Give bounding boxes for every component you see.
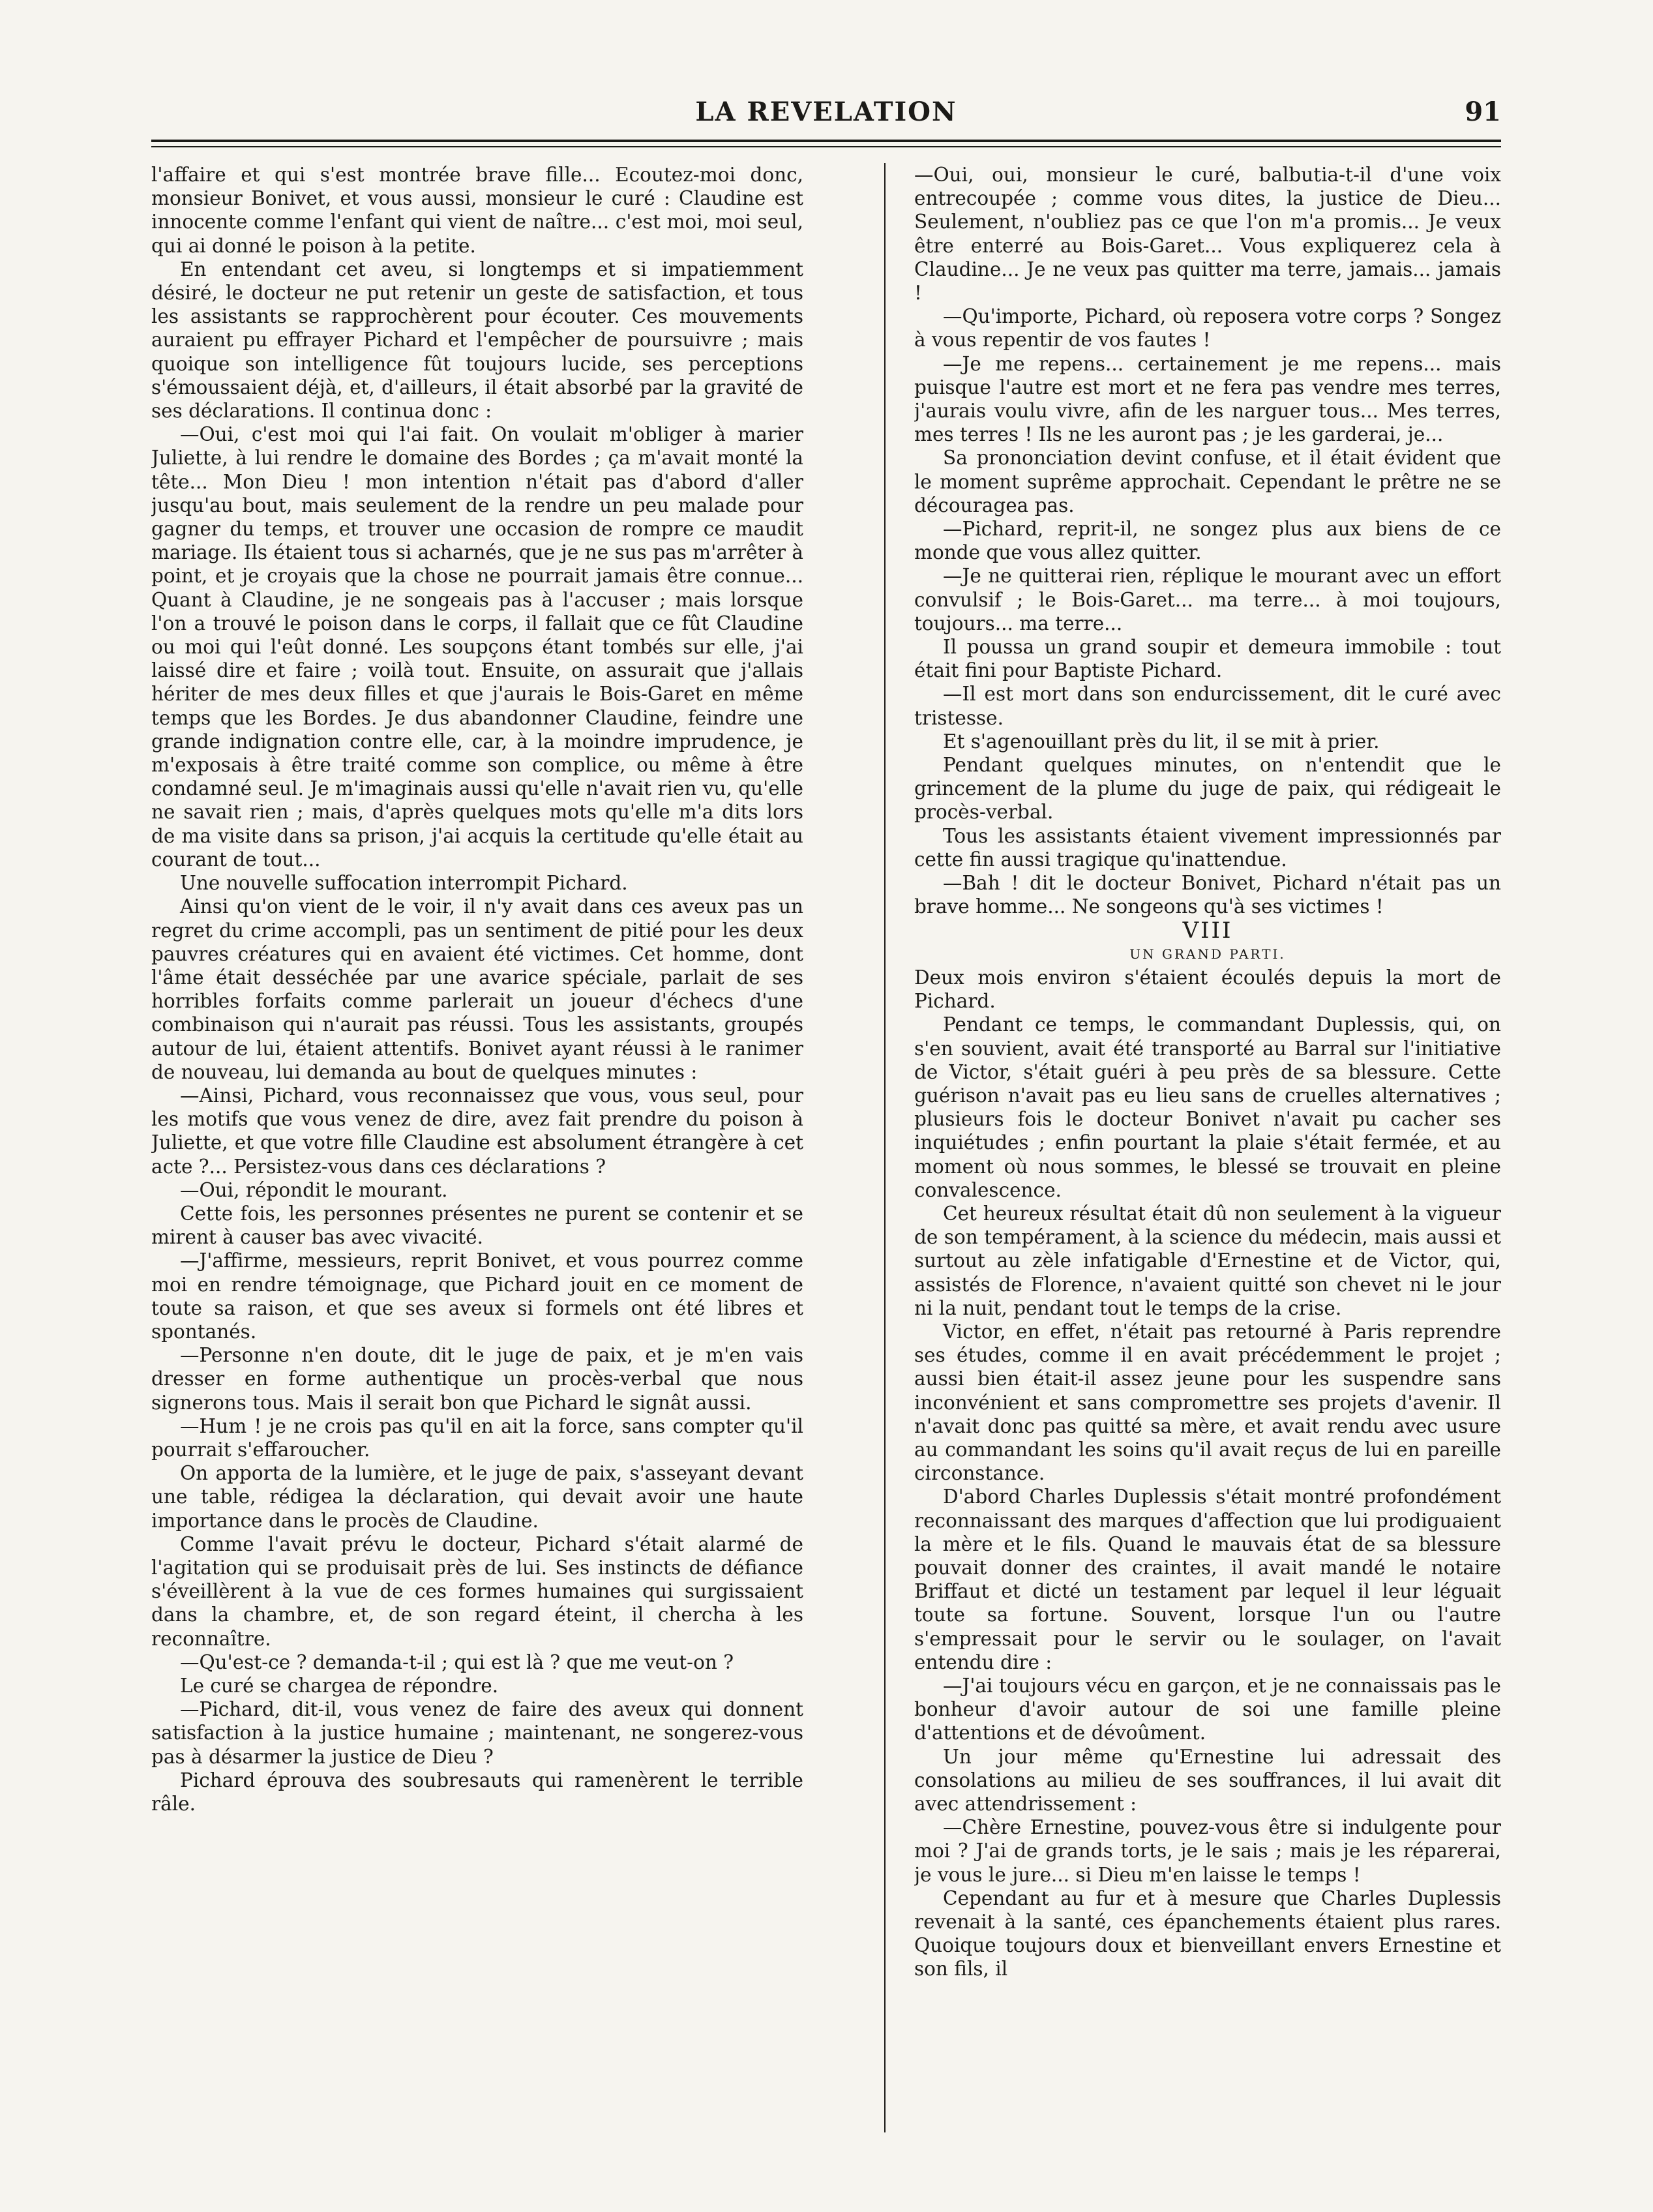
paragraph: Cet heureux résultat était dû non seulement à la vigueur de son tempérament, à la science du médecin, mais aussi et surtout au zèle infatigable d'Ernestine et de Victor, qui, assistés de Florence, n'avaient quitté son chevet ni le jour ni la nuit, pendant tout le temps de la crise. (914, 1202, 1501, 1319)
paragraph: —Je me repens... certainement je me repens... mais puisque l'autre est mort et ne fera pas vendre mes terres, j'aurais voulu vivre, afin de les narguer tous... Mes terres, mes terres ! Ils ne les auront pas ; je les garderai, je... (914, 352, 1501, 446)
paragraph: l'affaire et qui s'est montrée brave fille... Ecoutez-moi donc, monsieur Bonivet, et vous aussi, monsieur le curé : Claudine est innocente comme l'enfant qui vient de naître... c'est moi, moi seul, qui ai donné le poison à la petite. (151, 164, 803, 257)
page-number: 91 (1465, 97, 1501, 127)
paragraph: —Oui, répondit le mourant. (180, 1178, 448, 1201)
paragraph: —Hum ! je ne crois pas qu'il en ait la force, sans compter qu'il pourrait s'effaroucher. (151, 1414, 803, 1461)
paragraph: Pendant quelques minutes, on n'entendit que le grincement de la plume du juge de paix, qui rédigeait le procès-verbal. (914, 754, 1501, 824)
paragraph: —J'ai toujours vécu en garçon, et je ne connaissais pas le bonheur d'avoir autour de soi une famille pleine d'attentions et de dévoûment. (914, 1675, 1501, 1744)
paragraph: —Oui, c'est moi qui l'ai fait. On voulait m'obliger à marier Juliette, à lui rendre le domaine des Bordes ; ça m'avait monté la tête... Mon Dieu ! mon intention n'était pas d'abord d'aller jusqu'au bout, mais seulement de la rendre un peu malade pour gagner du temps, et trouver une occasion de rompre ce maudit mariage. Ils étaient tous si acharnés, que je ne sus pas m'arrêter à point, et je croyais que la chose ne pourrait jamais être connue... Quant à Claudine, je ne songeais pas à l'accuser ; mais lorsque l'on a trouvé le poison dans le corps, il fallait que ce fût Claudine ou moi qui l'eût donné. Les soupçons étant tombés sur elle, j'ai laissé dire et faire ; voilà tout. Ensuite, on assurait que j'allais hériter de mes deux filles et que j'aurais le Bois-Garet en même temps que les Bordes. Je dus abandonner Claudine, feindre une grande indignation contre elle, car, à la moindre imprudence, je m'exposais à être traité comme son complice, ou même à être condamné seul. Je m'imaginais aussi qu'elle n'avait rien vu, qu'elle ne savait rien ; mais, d'après quelques mots qu'elle m'a dits lors de ma visite dans sa prison, j'ai acquis la certitude qu'elle était au courant de tout... (151, 423, 803, 871)
paragraph: Cependant au fur et à mesure que Charles Duplessis revenait à la santé, ces épanchements étaient plus rares. Quoique toujours doux et bienveillant envers Ernestine et son fils, il (914, 1887, 1501, 1980)
paragraph: —J'affirme, messieurs, reprit Bonivet, et vous pourrez comme moi en rendre témoignage, que Pichard jouit en ce moment de toute sa raison, et que ses aveux si formels ont été libres et spontanés. (151, 1249, 803, 1343)
paragraph: Un jour même qu'Ernestine lui adressait des consolations au milieu de ses souffrances, il lui avait dit avec attendrissement : (914, 1745, 1501, 1816)
header-rule-thick (151, 140, 1501, 142)
paragraph: —Personne n'en doute, dit le juge de paix, et je m'en vais dresser en forme authentique un procès-verbal que nous signerons tous. Mais il serait bon que Pichard le signât aussi. (151, 1344, 803, 1414)
paragraph: Cette fois, les personnes présentes ne purent se contenir et se mirent à causer bas avec vivacité. (151, 1202, 803, 1249)
paragraph: Une nouvelle suffocation interrompit Pichard. (180, 872, 628, 895)
paragraph: Deux mois environ s'étaient écoulés depuis la mort de Pichard. (914, 966, 1501, 1013)
paragraph: —Pichard, reprit-il, ne songez plus aux biens de ce monde que vous allez quitter. (914, 518, 1501, 564)
chapter-title: UN GRAND PARTI. (1129, 946, 1286, 962)
paragraph: Le curé se chargea de répondre. (180, 1675, 499, 1697)
paragraph: —Qu'est-ce ? demanda-t-il ; qui est là ? que me veut-on ? (180, 1651, 734, 1673)
paragraph: Tous les assistants étaient vivement impressionnés par cette fin aussi tragique qu'inattendue. (914, 824, 1501, 871)
column-divider (884, 163, 886, 2132)
paragraph: —Ainsi, Pichard, vous reconnaissez que vous, vous seul, pour les motifs que vous venez de dire, avez fait prendre du poison à Juliette, et que votre fille Claudine est absolument étrangère à cet acte ?... Persistez-vous dans ces déclarations ? (151, 1084, 803, 1178)
paragraph: Il poussa un grand soupir et demeura immobile : tout était fini pour Baptiste Pichard. (914, 636, 1501, 682)
paragraph: Et s'agenouillant près du lit, il se mit à prier. (943, 730, 1380, 753)
paragraph: Victor, en effet, n'était pas retourné à Paris reprendre ses études, comme il en avait précédemment le projet ; aussi bien était-il assez jeune pour les suspendre sans inconvénient et sans compromettre ses projets d'avenir. Il n'avait donc pas quitté sa mère, et avait rendu avec usure au commandant les soins qu'il avait reçus de lui en pareille circonstance. (914, 1320, 1501, 1485)
paragraph: Ainsi qu'on vient de le voir, il n'y avait dans ces aveux pas un regret du crime accompli, pas un sentiment de pitié pour les deux pauvres créatures qui en avaient été victimes. Cet homme, dont l'âme était desséchée par une avarice spéciale, parlait de ses horribles forfaits comme parlerait un joueur d'échecs d'une combinaison qui n'aurait pas réussi. Tous les assistants, groupés autour de lui, étaient attentifs. Bonivet ayant réussi à le ranimer de nouveau, lui demanda au bout de quelques minutes : (151, 895, 803, 1083)
running-title: LA REVELATION (695, 97, 957, 127)
paragraph: En entendant cet aveu, si longtemps et si impatiemment désiré, le docteur ne put retenir un geste de satisfaction, et tous les assistants se rapprochèrent pour écouter. Ces mouvements auraient pu effrayer Pichard et l'empêcher de poursuivre ; mais quoique son intelligence fût toujours lucide, ses perceptions s'émoussaient déjà, et, d'ailleurs, il était absorbé par la gravité de ses déclarations. Il continua donc : (151, 258, 803, 423)
paragraph: Sa prononciation devint confuse, et il était évident que le moment suprême approchait. Cependant le prêtre ne se découragea pas. (914, 447, 1501, 516)
chapter-number: VIII (1182, 917, 1233, 944)
paragraph: —Oui, oui, monsieur le curé, balbutia-t-il d'une voix entrecoupée ; comme vous dites, la justice de Dieu... Seulement, n'oubliez pas ce que l'on m'a promis... Je veux être enterré au Bois-Garet... Vous expliquerez cela à Claudine... Je ne veux pas quitter ma terre, jamais... jamais ! (914, 164, 1501, 305)
left-column (151, 163, 803, 2172)
right-column (914, 163, 1501, 2172)
page-header (151, 97, 1501, 136)
paragraph: —Chère Ernestine, pouvez-vous être si indulgente pour moi ? J'ai de grands torts, je le sais ; mais je les réparerai, je vous le jure... si Dieu m'en laisse le temps ! (914, 1816, 1501, 1886)
paragraph: —Pichard, dit-il, vous venez de faire des aveux qui donnent satisfaction à la justice humaine ; maintenant, ne songerez-vous pas à désarmer la justice de Dieu ? (151, 1698, 803, 1768)
paragraph: Comme l'avait prévu le docteur, Pichard s'était alarmé de l'agitation qui se produisait près de lui. Ses instincts de défiance s'éveillèrent à la vue de ces formes humaines qui surgissaient dans la chambre, et, de son regard éteint, il chercha à les reconnaître. (151, 1532, 803, 1650)
paragraph: —Je ne quitterai rien, réplique le mourant avec un effort convulsif ; le Bois-Garet... ma terre... à moi toujours, toujours... ma terre... (914, 565, 1501, 635)
paragraph: —Bah ! dit le docteur Bonivet, Pichard n'était pas un brave homme... Ne songeons qu'à ses victimes ! (914, 872, 1501, 918)
header-rule-thin (151, 146, 1501, 147)
paragraph: Pendant ce temps, le commandant Duplessis, qui, on s'en souvient, avait été transporté au Barral sur l'initiative de Victor, s'était guéri à peu près de sa blessure. Cette guérison n'avait pas eu lieu sans de cruelles alternatives ; plusieurs fois le docteur Bonivet n'avait pu cacher ses inquiétudes ; enfin pourtant la plaie s'était fermée, et au moment où nous sommes, le blessé se trouvait en pleine convalescence. (914, 1013, 1501, 1201)
paragraph: —Qu'importe, Pichard, où reposera votre corps ? Songez à vous repentir de vos fautes ! (914, 305, 1501, 351)
paragraph: Pichard éprouva des soubresauts qui ramenèrent le terrible râle. (151, 1769, 803, 1816)
paragraph: —Il est mort dans son endurcissement, dit le curé avec tristesse. (914, 683, 1501, 729)
paragraph: D'abord Charles Duplessis s'était montré profondément reconnaissant des marques d'affection que lui prodiguaient la mère et le fils. Quand le mauvais état de sa blessure pouvait donner des craintes, il avait mandé le notaire Briffaut et dicté un testament par lequel il leur léguait toute sa fortune. Souvent, lorsque l'un ou l'autre s'empressait pour le servir ou le soulager, on l'avait entendu dire : (914, 1486, 1501, 1673)
paragraph: On apporta de la lumière, et le juge de paix, s'asseyant devant une table, rédigea la déclaration, qui devait avoir une haute importance dans le procès de Claudine. (151, 1462, 803, 1532)
